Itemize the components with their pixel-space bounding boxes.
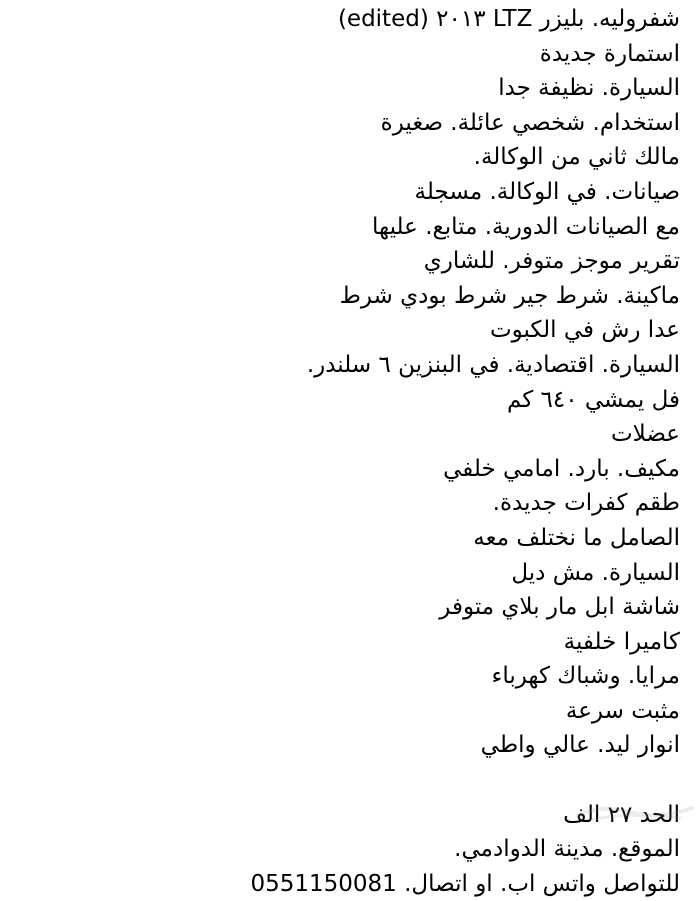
post-line: السيارة. مش ديل xyxy=(511,559,680,586)
listing-post xyxy=(20,2,680,901)
post-line: شاشة ابل مار بلاي متوفر xyxy=(439,594,680,621)
post-title-line: شفروليه. بليزر LTZ ٢٠١٣ (edited) xyxy=(337,6,680,32)
phone-number[interactable]: 0551150081 xyxy=(250,870,397,897)
price-line: الحد ٢٧ الف xyxy=(563,801,680,828)
post-line: الصامل ما نختلف معه xyxy=(473,524,680,551)
post-line: السيارة. اقتصادية. في البنزين ٦ سلندر. xyxy=(306,351,680,378)
contact-line xyxy=(20,867,680,901)
post-line: مع الصيانات الدورية. متابع. عليها xyxy=(372,213,680,240)
post-line: استمارة جديدة xyxy=(539,40,680,67)
post-line: مثبت سرعة xyxy=(565,697,680,724)
post-line: مرايا. وشباك كهرباء xyxy=(491,663,680,690)
post-line: طقم كفرات جديدة. xyxy=(492,490,680,517)
contact-text: للتواصل واتس اب. او اتصال. xyxy=(404,870,680,897)
post-line: تقرير موجز متوفر. للشاري xyxy=(423,248,680,275)
post-line: فل يمشي ٦٤٠ كم xyxy=(506,386,680,413)
post-line: مكيف. بارد. امامي خلفي xyxy=(443,455,680,482)
post-line: استخدام. شخصي عائلة. صغيرة xyxy=(380,109,680,136)
post-line: مالك ثاني من الوكالة. xyxy=(473,144,680,171)
watermark-logo xyxy=(570,800,700,822)
post-line: انوار ليد. عالي واطي xyxy=(480,732,680,759)
post-line: عدا رش في الكبوت xyxy=(489,317,680,344)
post-line: السيارة. نظيفة جدا xyxy=(498,75,680,102)
post-line: كاميرا خلفية xyxy=(563,628,680,655)
blank-line xyxy=(20,763,680,798)
post-line: ماكينة. شرط جير شرط بودي شرط xyxy=(339,282,680,309)
location-line: الموقع. مدينة الدوادمي. xyxy=(454,836,680,863)
post-line: عضلات xyxy=(610,421,680,448)
post-line: صيانات. في الوكالة. مسجلة xyxy=(414,178,680,205)
